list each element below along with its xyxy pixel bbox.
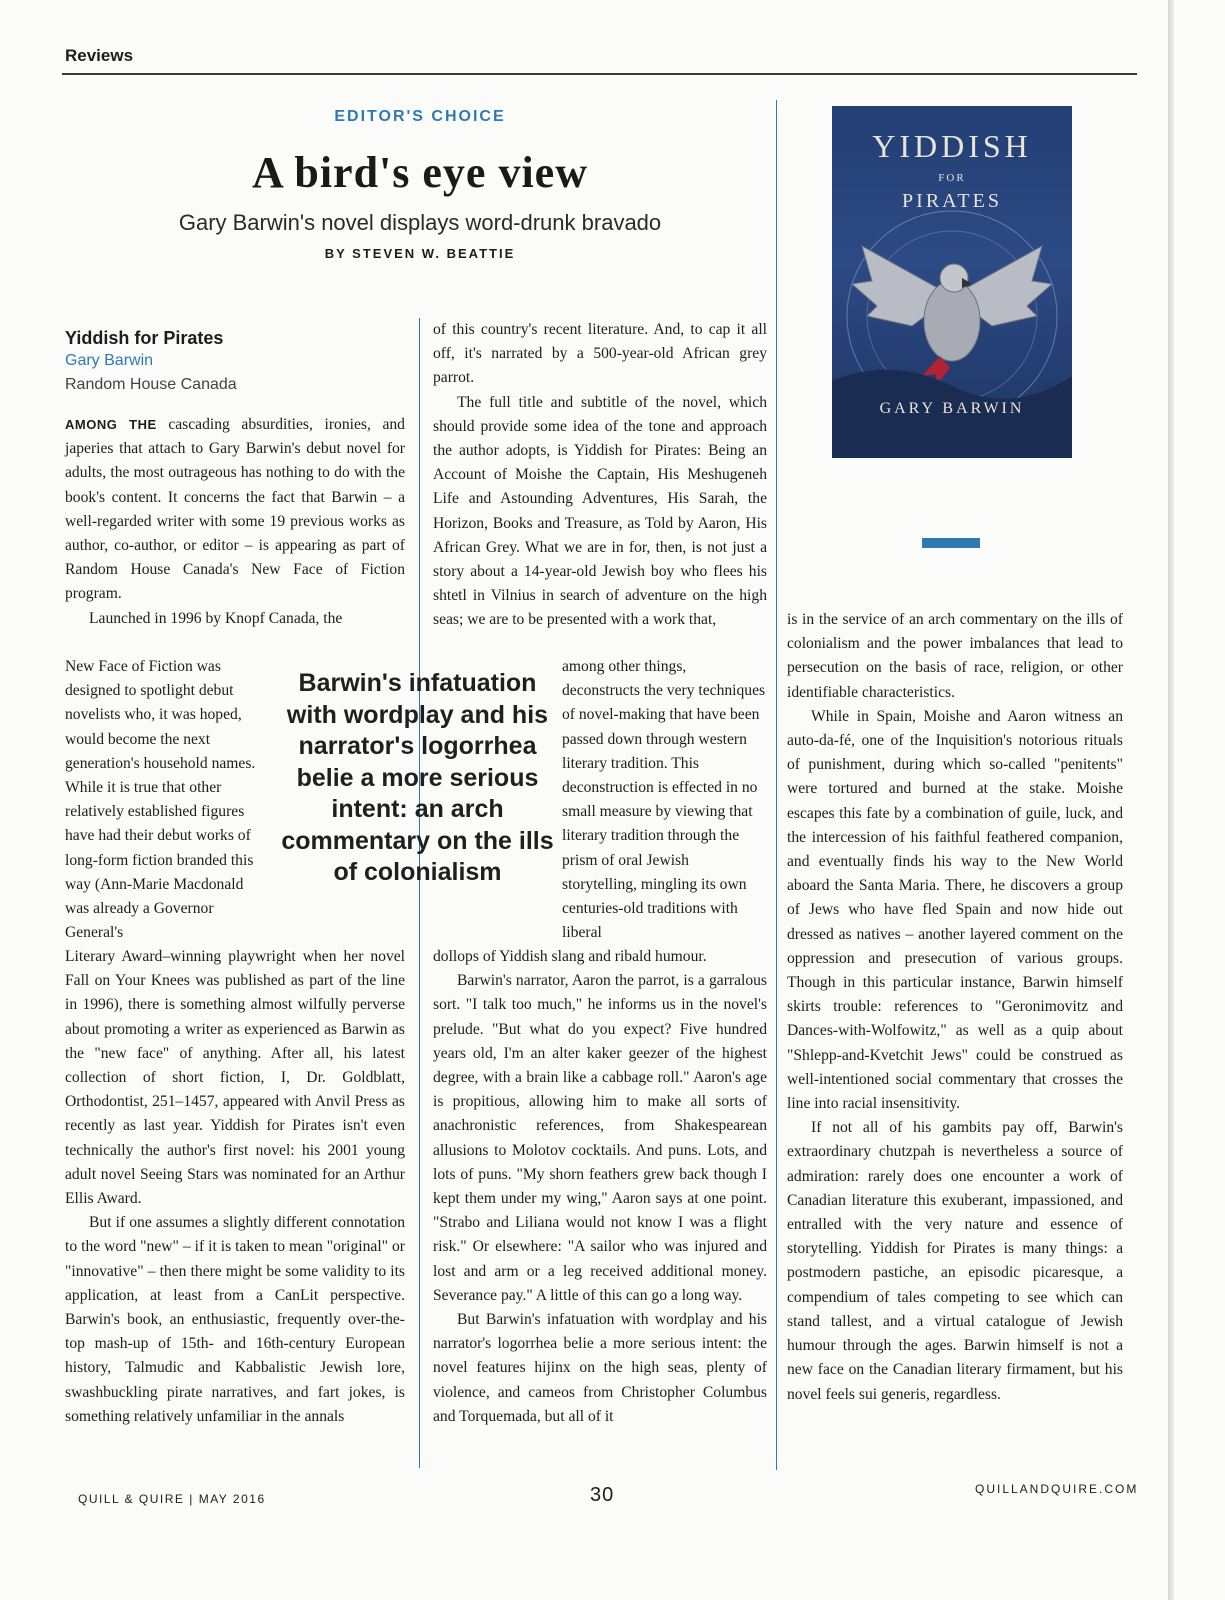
footer-publication: QUILL & QUIRE | MAY 2016 [78,1492,266,1506]
paragraph: If not all of his gambits pay off, Barwin's extraordinary chutzpah is nevertheless a source of admiration: rarely does one encounter a work of Canadian literature this exuberant, impassioned, and entralled with the very nature and essence of storytelling. Yiddish for Pirates is many things: a postmodern pastiche, an episodic picaresque, a compendium of tales competing to see which can stand tallest, and a virtual catalogue of Jewish humour through the ages. Barwin himself is not a new face on the Canadian literary firmament, but his novel feels sui generis, regardless. [787,1119,1123,1403]
footer-website: QUILLANDQUIRE.COM [975,1482,1139,1496]
column-3 [787,608,1123,1407]
column-1-bottom [65,945,405,1429]
paragraph: But Barwin's infatuation with wordplay and his narrator's logorrhea belie a more serious intent: the novel features hijinx on the high seas, plenty of violence, and cameos from Christopher Columbus and Torquemada, but all of it [433,1311,767,1425]
paragraph: New Face of Fiction was designed to spotlight debut novelists who, it was hoped, would become the next generation's household names. While it is true that other relatively established figures have had their debut works of long-form fiction branded this way (Ann-Marie Macdonald was already a Governor General's [65,658,256,942]
kicker: EDITOR'S CHOICE [334,108,506,125]
paragraph: Literary Award–winning playwright when her novel Fall on Your Knees was published as part of the line in 1996), there is something almost wilfully perverse about promoting a writer as experienced as Barwin as the "new face" of anything. After all, his latest collection of short fiction, I, Dr. Goldblatt, Orthodontist, 251–1457, appeared with Anvil Press as recently as last year. Yiddish for Pirates isn't even technically the author's first novel: his 2001 young adult novel Seeing Stars was nominated for an Arthur Ellis Award. [65,948,405,1208]
paragraph: of this country's recent literature. And, to cap it all off, it's narrated by a 500-year-old African grey parrot. [433,321,767,387]
paragraph: But if one assumes a slightly different connotation to the word "new" – if it is taken to mean "original" or "innovative" – then there might be some validity to its application, at least from a CanLit perspective. Barwin's book, an enthusiastic, frequently over-the-top mash-up of 15th- and 16th-century European history, Talmudic and Kabbalistic Jewish lore, swashbuckling pirate narratives, and fart jokes, is something relatively unfamiliar in the annals [65,1214,405,1425]
accent-bar [922,538,980,548]
headline: A bird's eye view [252,148,588,197]
page-number: 30 [590,1484,615,1506]
column-2-bottom [433,945,767,1429]
paragraph: cascading absurdities, ironies, and japeries that attach to Gary Barwin's debut novel for adults, the most outrageous has nothing to do with the book's content. It concerns the fact that Barwin – a well-regarded writer with some 19 previous works as author, co-author, or editor – is appearing as part of Random House Canada's New Face of Fiction program. [65,416,405,603]
paragraph: among other things, deconstructs the very techniques of novel-making that have been passed down through western literary tradition. This deconstruction is effected in no small measure by viewing that literary tradition through the prism of oral Jewish storytelling, mingling its own centuries-old traditions with liberal [562,658,766,942]
cover-author: GARY BARWIN [879,400,1025,417]
column-1-top [65,413,405,631]
column-2-top [433,318,767,633]
subhead: Gary Barwin's novel displays word-drunk bravado [178,210,662,235]
paragraph: is in the service of an arch commentary on the ills of colonialism and the power imbalances that lead to persecution on the basis of race, religion, or other identifiable characteristics. [787,611,1123,701]
cover-title: YIDDISH [872,128,1032,164]
byline: BY STEVEN W. BEATTIE [324,246,516,261]
book-title: Yiddish for Pirates [65,328,224,348]
column-1-wrap [65,655,270,945]
top-rule [62,73,1137,75]
paragraph: Launched in 1996 by Knopf Canada, the [89,609,343,627]
paragraph: While in Spain, Moishe and Aaron witness an auto-da-fé, one of the Inquisition's notorious rituals of punishment, during which so-called "penitents" were tortured and burned at the stake. Moishe escapes this fate by a combination of guile, luck, and the intercession of his faithful feathered companion, and eventually finds his way to the New World aboard the Santa Maria. There, he discovers a group of Jews who have fled Spain and now hide out dressed as natives – another layered comment on the oppression and presecution of various groups. Though in this particular instance, Barwin himself skirts trouble: references to "Geronimovitz and Dances-with-Wolfowitz," as well as a quip about "Shlepp-and-Kvetchit Jews" could be construed as well-intentioned social commentary that crosses the line into racial insensitivity. [787,707,1123,1113]
paragraph: The full title and subtitle of the novel, which should provide some idea of the tone and approach the author adopts, is Yiddish for Pirates: Being an Account of Moishe the Captain, His Meshugeneh Life and Astounding Adventures, His Sarah, the Horizon, Books and Treasure, as Told by Aaron, His African Grey. What we are in for, then, is not just a story about a 14-year-old Jewish boy who flees his shtetl in Vilnius in search of adventure on the high seas; we are to be presented with a work that, [433,393,767,629]
lead-in: AMONG THE [65,417,157,432]
column-rule-1 [419,318,420,1468]
cover-title: FOR [938,172,966,184]
pull-quote: Barwin's infatuation with wordplay and his narrator's logorrhea belie a more serious intent: an arch commentary on the ills of colonialism [281,669,554,886]
column-2-wrap [562,655,767,945]
cover-title: PIRATES [902,190,1002,212]
section-label: Reviews [65,46,134,65]
column-rule-2 [776,100,777,1470]
paragraph: Barwin's narrator, Aaron the parrot, is a garralous sort. "I talk too much," he informs us in the novel's prelude. "But what do you expect? Five hundred years old, I'm an alter kaker geezer of the highest degree, with a brain like a cabbage roll." Aaron's age is propitious, allowing him to make all sorts of anachronistic references, from Shakespearean allusions to Molotov cocktails. And puns. Lots, and lots of puns. "My shorn feathers grew back though I kept them under my wing," Aaron says at one point. "Strabo and Liliana would not know I was a flight risk." Or elsewhere: "A sailor who was injured and lost and arm or a leg received additional money. Severance pay." A little of this can go a long way. [433,972,767,1304]
paragraph: dollops of Yiddish slang and ribald humour. [433,948,707,965]
book-cover [832,106,1072,458]
book-author: Gary Barwin [65,352,154,369]
scan-edge [1168,0,1174,1600]
book-publisher: Random House Canada [65,376,237,393]
